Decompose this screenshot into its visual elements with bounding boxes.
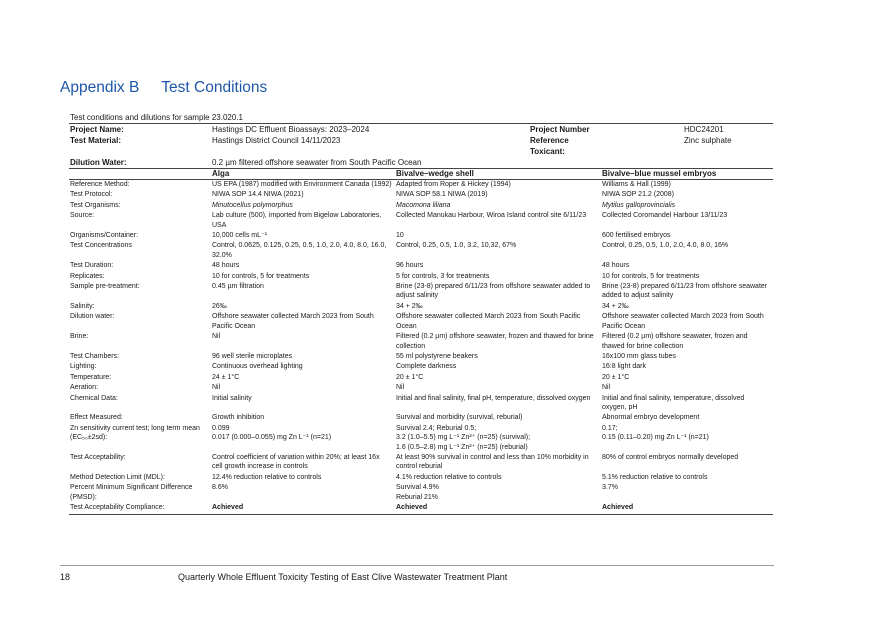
header-value: 0.2 µm filtered offshore seawater from South Pacific Ocean xyxy=(211,157,773,169)
row-cell: Control coefficient of variation within 20%; at least 16x cell growth increase in controls xyxy=(212,453,380,471)
row-cell: Brine (23-8) prepared 6/11/23 from offshore seawater added to adjust salinity xyxy=(396,283,591,300)
table-row xyxy=(69,352,773,362)
table-row xyxy=(69,453,773,473)
table-row xyxy=(69,373,773,383)
column-header: Bivalve–blue mussel embryos xyxy=(601,169,773,180)
row-cell: Survival 2.4; Reburial 0.5; 3.2 (1.0–5.5) mg L⁻¹ Zn²⁺ (n=25) (survival); 1.6 (0.5–2.8) mg L⁻¹ Zn²⁺ (n=25) (reburial) xyxy=(396,424,531,451)
row-cell: Filtered (0.2 µm) offshore seawater, frozen and thawed for brine collection xyxy=(396,333,594,350)
row-label: Sample pre-treatment: xyxy=(70,283,140,291)
row-cell: US EPA (1987) modified with Environment Canada (1992) xyxy=(212,181,392,188)
row-cell: Survival 4.9% Reburial 21% xyxy=(396,484,439,501)
row-cell: Nil xyxy=(602,384,611,392)
row-label: Replicates: xyxy=(70,272,105,280)
table-caption: Test conditions and dilutions for sample 23.020.1 xyxy=(70,113,243,122)
table-row xyxy=(69,272,773,282)
table-row xyxy=(69,362,773,372)
table-row xyxy=(69,241,773,261)
row-cell: Macomona liliana xyxy=(396,201,451,209)
row-cell: 600 fertilised embryos xyxy=(602,232,671,240)
row-cell: Brine (23-8) prepared 6/11/23 from offshore seawater added to adjust salinity xyxy=(602,283,768,300)
row-cell: Achieved xyxy=(395,503,601,515)
table-row xyxy=(69,394,773,414)
row-cell: Initial and final salinity, final pH, temperature, dissolved oxygen xyxy=(396,394,591,402)
row-label: Test Protocol: xyxy=(70,191,113,199)
footer-divider xyxy=(60,565,774,566)
row-cell: Initial salinity xyxy=(212,394,252,402)
row-cell: 12.4% reduction relative to controls xyxy=(212,473,322,481)
row-label: Test Acceptability Compliance: xyxy=(69,503,211,515)
row-cell: Control, 0.0625, 0.125, 0.25, 0.5, 1.0, 2.0, 4.0, 8.0, 16.0, 32.0% xyxy=(212,242,387,259)
row-label: Effect Measured: xyxy=(70,414,123,422)
row-cell: 48 hours xyxy=(602,262,630,270)
row-label: Chemical Data: xyxy=(70,394,118,402)
row-cell: Lab culture (500), imported from Bigelow Laboratories, USA xyxy=(212,212,382,229)
row-cell: At least 90% survival in control and less than 10% morbidity in control reburial xyxy=(396,453,589,471)
row-cell: 0.099 0.017 (0.000–0.055) mg Zn L⁻¹ (n=21) xyxy=(212,424,332,442)
row-cell: 10 xyxy=(396,232,404,240)
row-cell: 3.7% xyxy=(602,484,618,492)
row-cell: 96 hours xyxy=(396,262,424,270)
row-label: Temperature: xyxy=(70,373,112,381)
row-cell: NIWA SOP 14.4 NIWA (2021) xyxy=(212,191,304,199)
header-right-value: HDC24201 xyxy=(601,124,773,136)
row-cell: Complete darkness xyxy=(396,363,457,371)
row-cell: 16x100 mm glass tubes xyxy=(602,352,676,360)
appendix-label: Appendix B xyxy=(60,79,140,96)
table-row xyxy=(69,483,773,503)
table-row xyxy=(69,180,773,191)
row-cell: Collected Manukau Harbour, Wiroa Island control site 6/11/23 xyxy=(396,212,587,220)
row-cell: Nil xyxy=(212,384,221,392)
row-label: Test Organisms: xyxy=(70,201,121,209)
row-cell: Abnormal embryo development xyxy=(602,414,700,422)
row-cell: Control, 0.25, 0.5, 1.0, 2.0, 4.0, 8.0, 16% xyxy=(602,242,729,250)
table-row xyxy=(69,473,773,483)
header-value: Hastings DC Effluent Bioassays: 2023–2024 xyxy=(211,124,395,136)
row-cell: 10,000 cells mL⁻¹ xyxy=(212,232,268,240)
row-cell: Initial and final salinity, temperature, dissolved oxygen, pH xyxy=(602,394,745,411)
table-row xyxy=(69,211,773,231)
column-header-blank xyxy=(69,169,211,180)
row-cell: Offshore seawater collected March 2023 from South Pacific Ocean xyxy=(396,313,581,330)
row-label: Source: xyxy=(70,212,95,220)
appendix-heading xyxy=(60,79,267,97)
table-row xyxy=(69,231,773,241)
row-cell: NIWA SOP 58.1 NIWA (2019) xyxy=(396,191,488,199)
footer-title: Quarterly Whole Effluent Toxicity Testing of East Clive Wastewater Treatment Plant xyxy=(178,572,508,582)
row-cell: NIWA SOP 21.2 (2008) xyxy=(602,191,674,199)
row-cell: 5 for controls, 3 for treatments xyxy=(396,272,490,280)
row-cell: Collected Coromandel Harbour 13/11/23 xyxy=(602,212,728,220)
row-label: Aeration: xyxy=(70,384,99,392)
row-cell: 4.1% reduction relative to controls xyxy=(396,473,502,481)
row-cell: 80% of control embryos normally developed xyxy=(602,453,739,461)
row-cell: 16:8 light dark xyxy=(602,363,646,371)
row-cell: 10 for controls, 5 for treatments xyxy=(602,272,700,280)
row-cell: 5.1% reduction relative to controls xyxy=(602,473,708,481)
row-cell: Adapted from Roper & Hickey (1994) xyxy=(396,181,511,188)
row-cell: Survival and morbidity (survival, reburial) xyxy=(396,414,523,422)
row-cell: Offshore seawater collected March 2023 from South Pacific Ocean xyxy=(212,313,374,330)
row-cell: Growth inhibition xyxy=(212,414,265,422)
row-label: Percent Minimum Significant Difference (PMSD): xyxy=(70,484,193,501)
row-cell: 34 + 2‰ xyxy=(602,302,629,310)
row-cell: Continuous overhead lighting xyxy=(212,363,303,371)
table-row xyxy=(69,261,773,271)
row-label: Lighting: xyxy=(70,363,97,371)
header-label: Project Name: xyxy=(69,124,211,136)
test-conditions-table xyxy=(69,123,773,515)
table-row xyxy=(69,503,773,515)
row-label: Salinity: xyxy=(70,302,95,310)
column-header: Bivalve–wedge shell xyxy=(395,169,601,180)
header-label: Test Material: xyxy=(70,136,121,145)
table-row xyxy=(69,383,773,393)
header-value: Hastings District Council 14/11/2023 xyxy=(212,136,341,145)
row-label: Reference Method: xyxy=(70,181,130,188)
header-right-value: Zinc sulphate xyxy=(684,136,732,145)
table-row xyxy=(69,302,773,312)
header-right-label: Project Number xyxy=(395,124,601,136)
table-row xyxy=(69,424,773,453)
row-cell: Filtered (0.2 µm) offshore seawater, frozen and thawed for brine collection xyxy=(602,333,748,350)
row-label: Zn sensitivity current test; long term mean (EC₅₀±2sd): xyxy=(70,424,200,442)
header-right-label: Reference Toxicant: xyxy=(530,136,569,156)
row-cell: 0.17; 0.15 (0.11–0.20) mg Zn L⁻¹ (n=21) xyxy=(602,424,709,442)
row-cell: 20 ± 1°C xyxy=(396,373,424,381)
table-row xyxy=(69,413,773,423)
row-cell: Achieved xyxy=(601,503,773,515)
row-cell: 26‰ xyxy=(212,302,227,310)
row-label: Test Concentrations xyxy=(70,242,132,250)
table-row xyxy=(69,312,773,332)
section-title: Test Conditions xyxy=(161,79,268,96)
row-cell: 34 + 2‰ xyxy=(396,302,423,310)
row-cell: Nil xyxy=(396,384,405,392)
row-label: Test Chambers: xyxy=(70,352,120,360)
table-row xyxy=(69,190,773,200)
header-label: Dilution Water: xyxy=(69,157,211,169)
page-number: 18 xyxy=(60,572,71,582)
row-cell: 8.6% xyxy=(212,484,228,492)
column-header: Alga xyxy=(211,169,395,180)
row-cell: 20 ± 1°C xyxy=(602,373,630,381)
table-row xyxy=(69,282,773,302)
row-cell: 55 ml polystyrene beakers xyxy=(396,352,478,360)
row-cell: Nil xyxy=(212,333,221,341)
row-cell: 96 well sterile microplates xyxy=(212,352,293,360)
row-cell: Control, 0.25, 0.5, 1.0, 3.2, 10,32, 67% xyxy=(396,242,517,250)
row-label: Brine: xyxy=(70,333,89,341)
row-label: Dilution water: xyxy=(70,313,115,321)
row-cell: 24 ± 1°C xyxy=(212,373,240,381)
row-cell: 0.45 µm filtration xyxy=(212,283,264,291)
row-cell: 10 for controls, 5 for treatments xyxy=(212,272,310,280)
row-cell: Minutocellus polymorphus xyxy=(212,201,293,209)
row-label: Organisms/Container: xyxy=(70,232,139,240)
row-cell: 48 hours xyxy=(212,262,240,270)
row-label: Method Detection Limit (MDL): xyxy=(70,473,165,481)
table-row xyxy=(69,332,773,352)
row-label: Test Duration: xyxy=(70,262,114,270)
row-cell: Offshore seawater collected March 2023 from South Pacific Ocean xyxy=(602,313,764,330)
row-cell: Achieved xyxy=(211,503,395,515)
table-row xyxy=(69,201,773,211)
row-label: Test Acceptability: xyxy=(70,453,126,461)
row-cell: Williams & Hall (1999) xyxy=(602,181,671,188)
row-cell: Mytilus galloprovincialis xyxy=(602,201,676,209)
